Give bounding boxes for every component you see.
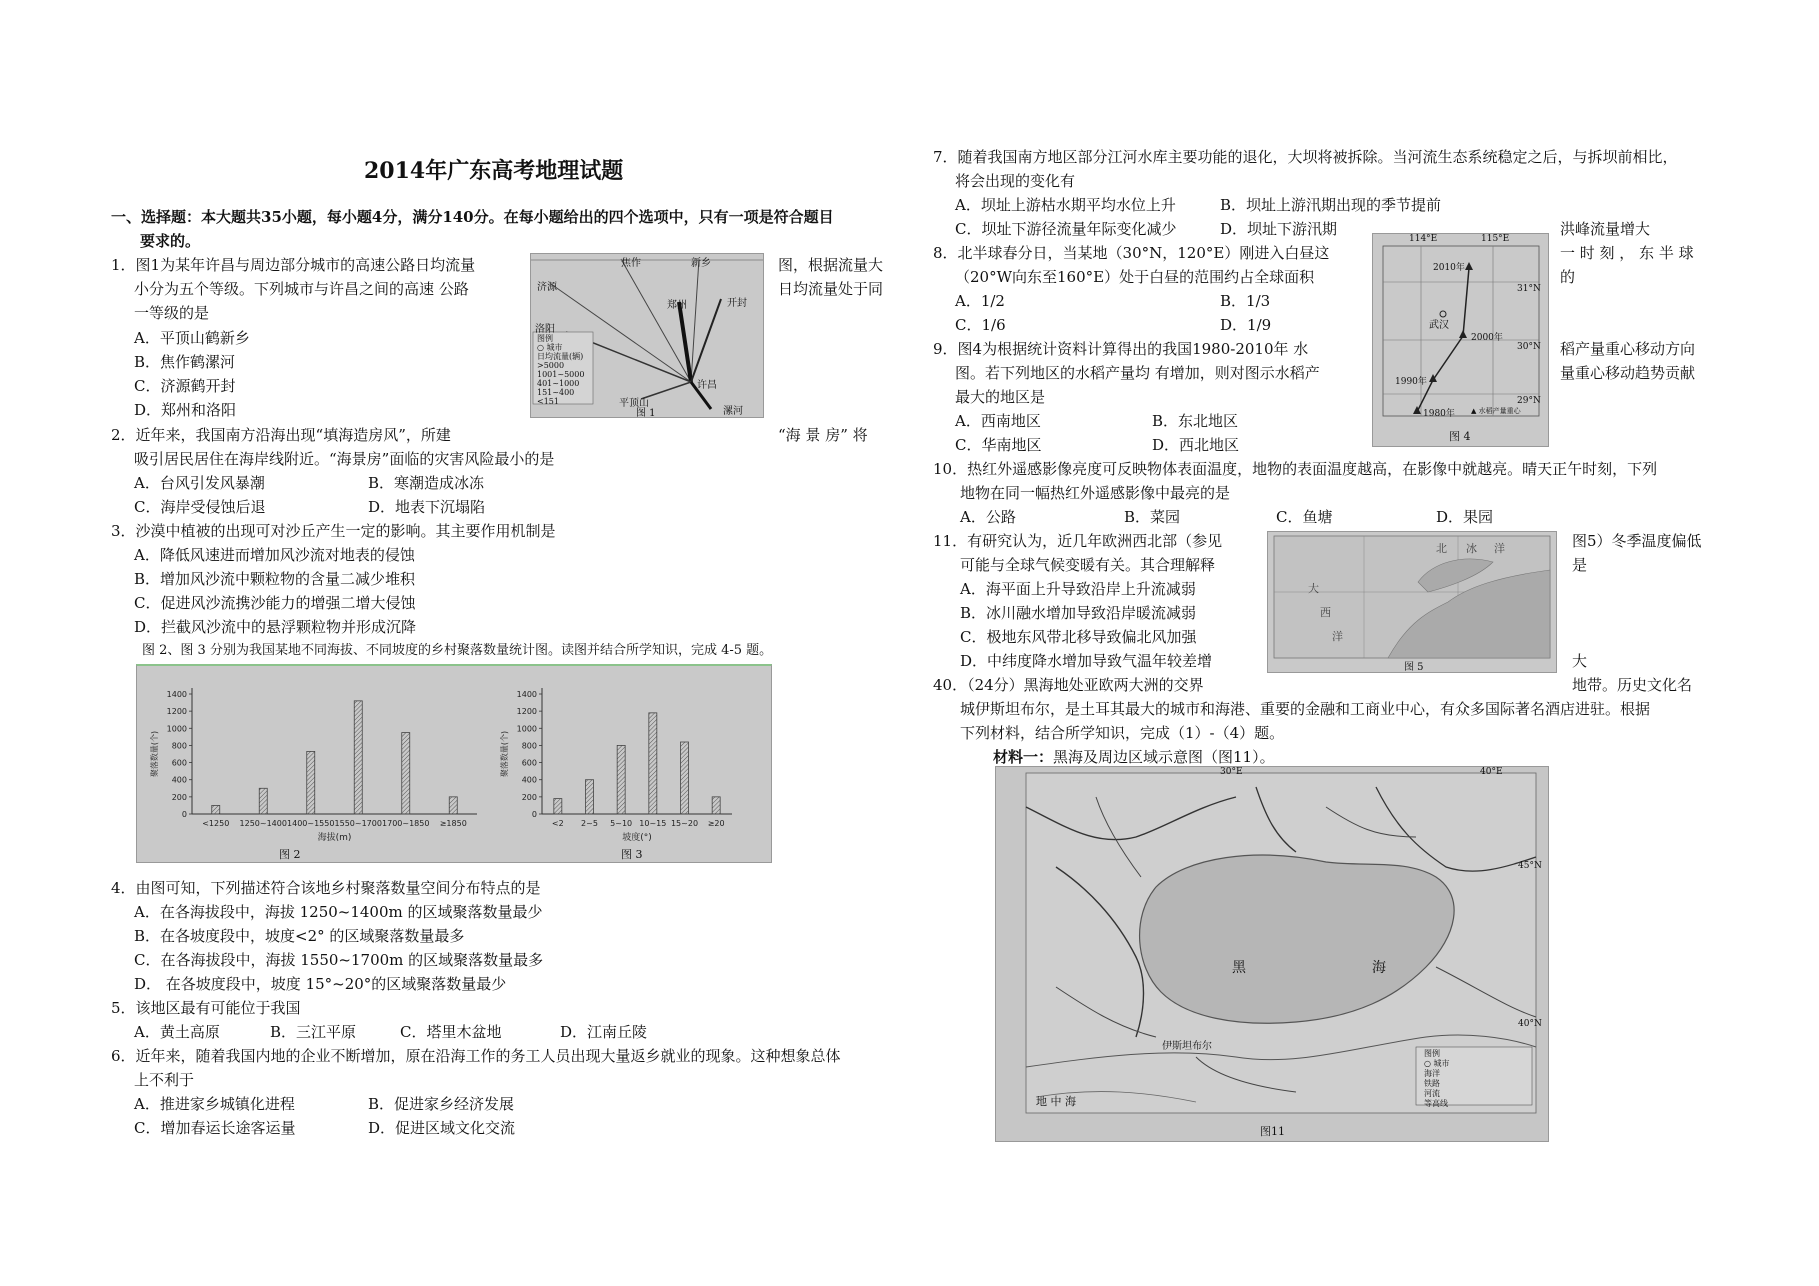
q6-text-line-2: 上不利于 (134, 1071, 195, 1089)
q40-material-label: 材料一： (993, 748, 1054, 766)
fig2-caption: 图 2 (279, 848, 301, 861)
fig5-label-5: 西 (1320, 606, 1331, 619)
section-heading-line-2: 要求的。 (140, 232, 201, 250)
q4-option-a: A．在各海拔段中，海拔 1250~1400m 的区域聚落数量最少 (134, 903, 543, 921)
fig3-xtick-label: 5~10 (610, 819, 633, 828)
fig1-legend (537, 334, 584, 406)
fig1-city-jiyuan: 济源 (537, 282, 557, 293)
q10-option-b: B．菜园 (1124, 508, 1181, 526)
fig1-legend-title: 图例 (537, 334, 553, 343)
q40-text-line-1: 40．（24分）黑海地处亚欧两大洲的交界 (933, 676, 1204, 694)
q9-option-a: A．西南地区 (955, 412, 1041, 430)
q6-option-a: A．推进家乡城镇化进程 (134, 1095, 295, 1113)
q2-option-c: C．海岸受侵蚀后退 (134, 498, 266, 516)
q7-text-line-1: 7．随着我国南方地区部分江河水库主要功能的退化，大坝将被拆除。当河流生态系统稳定之后，与拆坝前相比， (933, 148, 1678, 166)
q8-option-a: A．1/2 (955, 292, 1005, 310)
q4-text: 4．由图可知，下列描述符合该地乡村聚落数量空间分布特点的是 (111, 879, 541, 897)
q4-option-b: B．在各坡度段中，坡度<2° 的区域聚落数量最多 (134, 927, 465, 945)
fig1-city-kaifeng: 开封 (727, 298, 747, 309)
q5-option-a: A．黄土高原 (134, 1023, 220, 1041)
fig3-ytick-label: 1200 (516, 707, 537, 717)
figure-1-highway-map (530, 253, 764, 418)
fig4-year-2000: 2000年 (1471, 333, 1503, 343)
fig11-legend-rail: 铁路 (1424, 1079, 1440, 1088)
fig4-lat-29: 29°N (1517, 396, 1541, 406)
q1-text-right-1: 图，根据流量大 (778, 256, 884, 274)
q2-text-right-1: “海 景 房” 将 (778, 426, 868, 444)
q1-option-c: C．济源鹤开封 (134, 377, 236, 395)
figure-4-rice-center-map (1372, 233, 1549, 447)
fig4-legend: ▲ 水稻产量重心 (1471, 407, 1521, 415)
fig3-ytick-label: 0 (531, 810, 537, 819)
q11-text-line-1: 11．有研究认为，近几年欧洲西北部（参见 (933, 532, 1223, 550)
figure-5-lines (1268, 532, 1556, 672)
q5-option-d: D．江南丘陵 (560, 1023, 648, 1041)
fig1-city-luohe: 漯河 (723, 406, 743, 417)
fig2-xtick-label: 1250~1400 (239, 819, 287, 828)
fig1-city-zhengzhou: 郑州 (667, 300, 687, 311)
fig4-lat-31: 31°N (1517, 284, 1541, 294)
q9-text-right-2: 量重心移动趋势贡献 (1560, 364, 1696, 382)
q9-text-line-2: 图。若下列地区的水稻产量均 有增加，则对图示水稻产 (955, 364, 1320, 382)
fig11-mediterranean: 地 中 海 (1036, 1095, 1076, 1108)
q10-option-d: D．果园 (1436, 508, 1494, 526)
q11-option-b: B．冰川融水增加导致沿岸暖流减弱 (960, 604, 1197, 622)
q11-option-d-right: 大 (1572, 652, 1588, 670)
fig11-legend-contour: 等高线 (1424, 1099, 1448, 1108)
fig2-ytick-label: 1200 (166, 707, 187, 717)
q8-text-right-2: 的 (1560, 268, 1576, 286)
fig2-bar (402, 733, 410, 814)
fig3-xtick-label: ≥20 (707, 819, 725, 828)
q10-option-a: A．公路 (960, 508, 1016, 526)
q2-option-d: D．地表下沉塌陷 (368, 498, 486, 516)
q9-option-d: D．西北地区 (1152, 436, 1240, 454)
q4-option-d: D． 在各坡度段中，坡度 15°~20°的区域聚落数量最少 (134, 975, 507, 993)
q7-option-d-right: 洪峰流量增大 (1560, 220, 1651, 238)
fig11-legend-river: 河流 (1424, 1089, 1440, 1098)
fig3-xtick-label: 10~15 (639, 819, 667, 828)
fig1-legend-3: 401~1000 (537, 379, 580, 388)
q40-text-right-1: 地带。历史文化名 (1572, 676, 1693, 694)
q11-text-line-2: 可能与全球气候变暖有关。其合理解释 (960, 556, 1216, 574)
q1-text-line-2: 小分为五个等级。下列城市与许昌之间的高速 公路 (134, 280, 469, 298)
q6-option-d: D．促进区域文化交流 (368, 1119, 516, 1137)
fig2-bar (449, 797, 457, 814)
fig2-bar (259, 788, 267, 814)
fig11-legend (1424, 1049, 1450, 1109)
fig2-ytick-label: 600 (171, 758, 187, 768)
fig3-ytick-label: 1400 (516, 690, 537, 699)
fig2-xtick-label: ≥1850 (439, 819, 467, 828)
charts-svg (137, 666, 771, 862)
fig11-sea-label-1: 黑 (1232, 960, 1246, 976)
q1-option-b: B．焦作鹤漯河 (134, 353, 236, 371)
fig3-ytick-label: 400 (521, 775, 537, 785)
q8-text-line-1: 8．北半球春分日，当某地（30°N，120°E）刚进入白昼这 (933, 244, 1330, 262)
q8-option-d: D．1/9 (1220, 316, 1272, 334)
fig11-lon-30: 30°E (1220, 767, 1243, 777)
q1-option-d: D．郑州和洛阳 (134, 401, 237, 419)
fig4-year-2010: 2010年 (1433, 263, 1465, 273)
figure-2-3-charts (136, 664, 772, 863)
figure-11-black-sea-map (995, 766, 1549, 1142)
fig3-bar (586, 780, 594, 814)
q11-option-a: A．海平面上升导致沿岸上升流减弱 (960, 580, 1196, 598)
q10-text-line-1: 10．热红外遥感影像亮度可反映物体表面温度，地物的表面温度越高，在影像中就越亮。晴天正午时刻，下列 (933, 460, 1658, 478)
q6-option-c: C．增加春运长途客运量 (134, 1119, 296, 1137)
fig4-year-1990: 1990年 (1395, 377, 1427, 387)
q7-option-c: C．坝址下游径流量年际变化减少 (955, 220, 1177, 238)
figure-5-europe-map (1267, 531, 1557, 673)
fig3-xtick-label: <2 (551, 819, 564, 828)
q1-option-a: A．平顶山鹤新乡 (134, 329, 250, 347)
fig1-legend-flow: 日均流量(辆) (537, 352, 584, 361)
q8-text-right-1: 一 时 刻 ， 东 半 球 (1560, 244, 1694, 262)
q9-option-b: B．东北地区 (1152, 412, 1239, 430)
q8-option-c: C．1/6 (955, 316, 1006, 334)
q5-text: 5．该地区最有可能位于我国 (111, 999, 301, 1017)
fig1-city-xinxiang: 新乡 (691, 258, 711, 269)
fig1-legend-5: <151 (537, 397, 559, 406)
q11-option-c: C．极地东风带北移导致偏北风加强 (960, 628, 1197, 646)
fig1-legend-1: >5000 (537, 361, 565, 370)
q40-text-line-2: 城伊斯坦布尔，是土耳其最大的城市和海港、重要的金融和工商业中心，有众多国际著名酒店进驻。根据 (960, 700, 1651, 718)
fig11-lon-40: 40°E (1480, 767, 1503, 777)
fig3-ytick-label: 800 (521, 741, 537, 751)
fig5-label-1: 北 (1436, 542, 1447, 555)
fig5-caption: 图 5 (1404, 662, 1424, 673)
fig1-legend-4: 151~400 (537, 388, 575, 397)
q2-text-line-1: 2．近年来，我国南方沿海出现“填海造房风”，所建 (111, 426, 451, 444)
fig1-city-pingdingshan: 平顶山 (619, 398, 649, 409)
fig4-year-1980: 1980年 (1423, 409, 1455, 419)
fig5-label-2: 冰 (1466, 542, 1477, 555)
fig3-bar (649, 713, 657, 814)
q7-option-d: D．坝址下游汛期 (1220, 220, 1338, 238)
fig2-bar (354, 701, 362, 814)
fig1-legend-city: ○ 城市 (537, 343, 563, 352)
fig2-ytick-label: 1000 (166, 724, 187, 734)
fig2-ytick-label: 800 (171, 741, 187, 751)
fig4-caption: 图 4 (1449, 430, 1471, 443)
q6-text-line-1: 6．近年来，随着我国内地的企业不断增加，原在沿海工作的务工人员出现大量返乡就业的现象。这种想象总体 (111, 1047, 841, 1065)
fig11-caption: 图11 (1260, 1125, 1285, 1138)
fig3-xlabel: 坡度(°) (622, 833, 652, 843)
q40-text-line-3: 下列材料，结合所学知识，完成（1）-（4）题。 (960, 724, 1285, 742)
q7-option-a: A．坝址上游枯水期平均水位上升 (955, 196, 1176, 214)
q11-text-right-2: 是 (1572, 556, 1588, 574)
fig4-city-wuhan: 武汉 (1429, 320, 1449, 331)
fig2-ytick-label: 0 (181, 810, 187, 819)
q3-option-c: C．促进风沙流携沙能力的增强二增大侵蚀 (134, 594, 416, 612)
q40-material-text: 黑海及周边区域示意图（图11）。 (1053, 748, 1275, 766)
fig4-lon-114: 114°E (1409, 234, 1438, 244)
fig3-bar (554, 799, 562, 814)
fig1-legend-2: 1001~5000 (537, 370, 585, 379)
q8-option-b: B．1/3 (1220, 292, 1271, 310)
fig3-xtick-label: 2~5 (581, 819, 598, 828)
fig11-legend-city: ○ 城市 (1424, 1059, 1450, 1068)
fig3-ylabel: 聚落数量(个) (500, 730, 509, 778)
q10-option-c: C．鱼塘 (1276, 508, 1333, 526)
q8-text-line-2: （20°W向东至160°E）处于白昼的范围约占全球面积 (955, 268, 1315, 286)
q3-option-b: B．增加风沙流中颗粒物的含量二减少堆积 (134, 570, 416, 588)
fig2-bar (212, 805, 220, 814)
fig3-ytick-label: 200 (521, 792, 537, 802)
q3-text: 3．沙漠中植被的出现可对沙丘产生一定的影响。其主要作用机制是 (111, 522, 556, 540)
fig11-city-istanbul: 伊斯坦布尔 (1162, 1041, 1212, 1052)
q3-option-d: D．拦截风沙流中的悬浮颗粒物并形成沉降 (134, 618, 417, 636)
fig1-city-xuchang: 许昌 (697, 380, 717, 391)
q9-text-line-3: 最大的地区是 (955, 388, 1046, 406)
q9-text-line-1: 9．图4为根据统计资料计算得出的我国1980-2010年 水 (933, 340, 1309, 358)
figure-11-lines (996, 767, 1548, 1141)
fig11-lat-40: 40°N (1518, 1019, 1542, 1029)
fig2-xtick-label: 1400~1550 (287, 819, 335, 828)
q11-option-d: D．中纬度降水增加导致气温年较差增 (960, 652, 1213, 670)
q2-option-b: B．寒潮造成冰冻 (368, 474, 485, 492)
fig3-xtick-label: 15~20 (670, 819, 699, 828)
fig23-intro: 图 2、图 3 分别为我国某地不同海拔、不同坡度的乡村聚落数量统计图。读图并结合所学知识，完成 4-5 题。 (142, 643, 773, 658)
q9-text-right-1: 稻产量重心移动方向 (1560, 340, 1696, 358)
fig11-legend-sea: 海洋 (1424, 1069, 1440, 1078)
q5-option-c: C．塔里木盆地 (400, 1023, 502, 1041)
fig2-bar (307, 751, 315, 814)
fig11-lat-45: 45°N (1518, 861, 1542, 871)
fig3-bar (617, 745, 625, 814)
q11-text-right-1: 图5）冬季温度偏低 (1572, 532, 1702, 550)
fig1-city-jiaozuo: 焦作 (621, 258, 641, 269)
q2-text-line-2: 吸引居民居住在海岸线附近。“海景房”面临的灾害风险最小的是 (134, 450, 555, 468)
q1-text-right-2: 日均流量处于同 (778, 280, 884, 298)
page-title: 2014年广东高考地理试题 (364, 158, 624, 184)
fig2-ylabel: 聚落数量(个) (150, 730, 159, 778)
q10-text-line-2: 地物在同一幅热红外遥感影像中最亮的是 (960, 484, 1231, 502)
fig3-bar (712, 797, 720, 814)
fig2-xtick-label: <1250 (202, 819, 230, 828)
q7-text-line-2: 将会出现的变化有 (955, 172, 1076, 190)
q1-text-line-1: 1．图1为某年许昌与周边部分城市的高速公路日均流量 (111, 256, 476, 274)
fig3-ytick-label: 600 (521, 758, 537, 768)
fig3-ytick-label: 1000 (516, 724, 537, 734)
fig5-label-6: 洋 (1332, 630, 1343, 643)
fig5-label-4: 大 (1308, 582, 1319, 595)
fig4-lat-30: 30°N (1517, 342, 1541, 352)
fig2-xlabel: 海拔(m) (317, 833, 352, 843)
q9-option-c: C．华南地区 (955, 436, 1042, 454)
q6-option-b: B．促进家乡经济发展 (368, 1095, 515, 1113)
fig1-city-luoyang: 洛阳 (535, 324, 555, 335)
q7-option-b: B．坝址上游汛期出现的季节提前 (1220, 196, 1442, 214)
fig2-ytick-label: 1400 (166, 690, 187, 699)
q3-option-a: A．降低风速进而增加风沙流对地表的侵蚀 (134, 546, 415, 564)
fig5-label-3: 洋 (1494, 542, 1505, 555)
q4-option-c: C．在各海拔段中，海拔 1550~1700m 的区域聚落数量最多 (134, 951, 544, 969)
q5-option-b: B．三江平原 (270, 1023, 357, 1041)
fig11-sea-label-2: 海 (1372, 960, 1386, 976)
fig3-caption: 图 3 (621, 848, 643, 861)
fig2-ytick-label: 200 (171, 792, 187, 802)
fig2-xtick-label: 1550~1700 (334, 819, 382, 828)
fig11-legend-title: 图例 (1424, 1049, 1440, 1058)
fig3-bar (681, 742, 689, 814)
fig2-xtick-label: 1700~1850 (382, 819, 430, 828)
fig1-caption: 图 1 (636, 408, 656, 418)
section-heading-line-1: 一、选择题：本大题共35小题，每小题4分，满分140分。在每小题给出的四个选项中，只有一项是符合题目 (111, 208, 834, 226)
fig4-lon-115: 115°E (1481, 234, 1510, 244)
q2-option-a: A．台风引发风暴潮 (134, 474, 265, 492)
fig2-ytick-label: 400 (171, 775, 187, 785)
q40-material-1 (993, 746, 1275, 768)
q1-text-line-3: 一等级的是 (134, 304, 210, 322)
